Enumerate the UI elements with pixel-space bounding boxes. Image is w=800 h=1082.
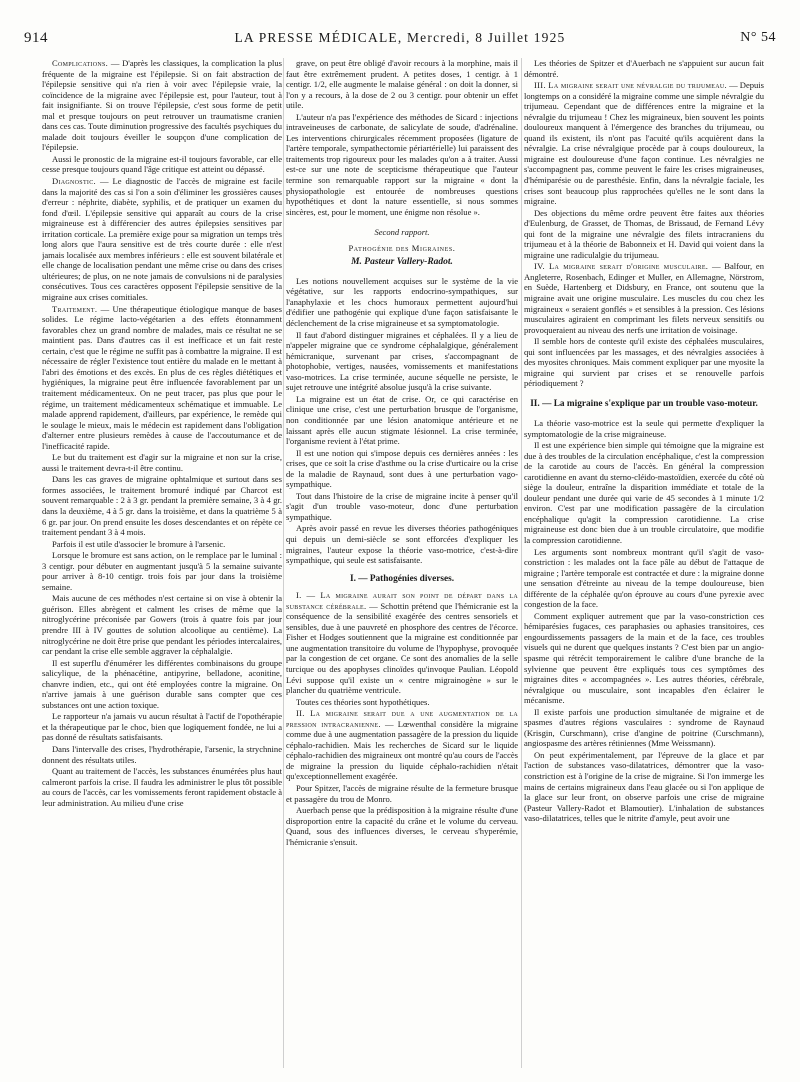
- paragraph: Après avoir passé en revue les diverses théories pathogéniques qui depuis un demi-siècle se sont efforcées d'expliquer les migraines, l'auteur expose la théorie vaso-motrice, c'est-à-dire sympathique, qui seule est satisfaisante.: [286, 523, 518, 566]
- text-column-1: [42, 58, 282, 1070]
- column-divider: [283, 58, 284, 1068]
- report-label: Second rapport.: [374, 227, 430, 238]
- paragraph: [286, 708, 518, 782]
- paragraph: Auerbach pense que la prédisposition à la migraine résulte d'une disproportion entre la capacité du crâne et le volume du cerveau. Quand, sous des influences diverses, le cerveau s'hyperémie, l'hémicranie s'ensuit.: [286, 805, 518, 847]
- paragraph: Dans les cas graves de migraine ophtalmique et surtout dans ses formes associées, le traitement bromuré indiqué par Charcot est souvent remarquable : 2 à 3 gr. pendant la première semaine, 3 à 4 gr. dans la deuxième, 4 à 5 gr. dans la troisième, et dans la quatrième 5 à 6 gr. par jour. On prend ensuite les doses descendantes et on répète ce traitement pendant 3 à 4 mois.: [42, 474, 282, 538]
- text-column-2: [286, 58, 518, 1070]
- paragraph: [524, 261, 764, 335]
- paragraph: Mais aucune de ces méthodes n'est certaine si on vise à obtenir la guérison. Elles abrègent et calment les crises de même que la nitroglycérine préconisée par Gowers (trois à quatre fois par jour prendre III à IV gouttes de solution alcoolique au centième). La nitroglycérine ne doit être prise que pendant les périodes intercalaires, car pendant la crise elle semble aggraver la céphalalgie.: [42, 593, 282, 657]
- paragraph: [286, 590, 518, 695]
- paragraph: La migraine est un état de crise. Or, ce qui caractérise en clinique une crise, c'est une perturbation brusque de l'organisme, non conditionnée par une lésion anatomique antérieure et ne laissant après elle aucun stigmate lésionnel. La crise terminée, l'organisme revient à l'état prime.: [286, 393, 518, 447]
- paragraph-text: — Schottin prétend que l'hémicranie est la conséquence de la sensibilité exagérée des centres sensoriels et sensibles, due à une pauvreté en phosphore des centres de l'écorce. Fisher et Hodges soutiennent que la migraine est conditionnée par une augmentation transitoire du volume de l'hypophyse, provoquée par la congestion de cet organe. Ce sont des anomalies de la selle turcique ou des apophyses clinoïdes qu'invoque Paulian. Léopold Lévi suppose qu'il existe un « centre migrainogène » sur le plancher du quatrième ventricule.: [286, 600, 518, 696]
- paragraph: [42, 304, 282, 452]
- paragraph: La théorie vaso-motrice est la seule qui permette d'expliquer la symptomatologie de la crise migraineuse.: [524, 417, 764, 439]
- column-divider: [521, 58, 522, 1068]
- paragraph: grave, on peut être obligé d'avoir recours à la morphine, mais il faut être extrêmement prudent. A petites doses, 1 centigr. à 1 centigr. 1/2, elle augmente le malaise général : on doit la donner, si l'on y a recours, à la dose de 2 ou 3 centigr. pour obtenir un effet utile.: [286, 58, 518, 111]
- paragraph: [42, 176, 282, 303]
- run-in-heading: II. La migraine serait due a une augmentation de la pression intracranienne.: [286, 708, 518, 729]
- run-in-heading: Traitement.: [52, 303, 98, 314]
- paragraph: Quant au traitement de l'accès, les substances énumérées plus haut calmeront parfois la crise. Il faudra les administrer le plus tôt possible au cours de l'accès, car les vomissements feront rapidement obstacle à leur administration. Au milieu d'une crise: [42, 766, 282, 808]
- paragraph: Les notions nouvellement acquises sur le système de la vie végétative, sur les rapports endocrino-sympathiques, sur l'anaphylaxie et les chocs humoraux permettent aujourd'hui d'édifier une pathogénie qui explique d'une façon satisfaisante le déclenchement de la crise migraineuse et sa symptomatologie.: [286, 275, 518, 329]
- report-author: M. Pasteur Vallery-Radot.: [351, 257, 453, 268]
- paragraph: Dans l'intervalle des crises, l'hydrothérapie, l'arsenic, la strychnine donnent des résultats utiles.: [42, 744, 282, 765]
- page-number: 914: [24, 30, 48, 46]
- paragraph: Toutes ces théories sont hypothétiques.: [296, 696, 430, 707]
- paragraph: Comment expliquer autrement que par la vaso-constriction ces hémiparésies fugaces, ces paraphasies ou aphasies transitoires, ces engourdissements passagers de la main et de la face, ces troubles visuels qui ne durent que quelques instants ? C'est bien par un angio-spasme qui rétrécit temporairement le calibre d'une branche de la sylvienne que peuvent être expliqués tous ces symptômes des migraines dites « accompagnées ». Les autres théories, cérébrale, névralgique ou musculaire, sont incapables d'en éclairer le mécanisme.: [524, 610, 764, 706]
- report-title: Pathogénie des Migraines.: [348, 242, 456, 253]
- section-heading: II. — La migraine s'explique par un trouble vaso-moteur.: [530, 398, 758, 409]
- paragraph: Il est une expérience bien simple qui témoigne que la migraine est due à des troubles de la circulation encéphalique, c'est la compression de la carotide au cours de l'accès. En général la compression carotidienne en avant du sterno-cléido-mastoïdien, exercée du côté où siège la douleur, entraîne la disparition immédiate et totale de la douleur pendant une durée qui varie de 45 secondes à 1 minute 1/2 environ. C'est par une modification passagère de la circulation encéphalique qu'agit la compression carotidienne. La crise migraineuse est donc bien due à un trouble circulatoire, que modifie la compression carotidienne.: [524, 440, 764, 545]
- paragraph-text: — Lœwenthal considère la migraine comme due à une augmentation passagère de la pression du liquide céphalo-rachidien. Mais les recherches de Sicard sur le liquide céphalo-rachidien des migraineux ont montré qu'au cours de l'accès de migraine la pression du liquide céphalo-rachidien n'était qu'exceptionnellement exagérée.: [286, 718, 518, 782]
- paragraph: Tout dans l'histoire de la crise de migraine incite à penser qu'il s'agit d'un trouble vaso-moteur, donc d'une perturbation sympathique.: [286, 490, 518, 522]
- paragraph: Aussi le pronostic de la migraine est-il toujours favorable, car elle cesse presque toujours quand l'âge critique est atteint ou dépassé.: [42, 153, 282, 175]
- paragraph: [524, 80, 764, 207]
- paragraph-text: — D'après les classiques, la complication la plus fréquente de la migraine est l'épilepsie. Si on fait abstraction de l'épilepsie sensitive qui n'a rien à voir avec l'épilepsie vraie, la coïncidence de la migraine avec l'épilepsie est, pour l'auteur, tout à fait insignifiante. Si on trouve l'épilepsie, c'est sous forme de petit mal et presque toujours on peut retrouver un traumatisme cranien dans ces cas. Toute diminution progressive des facultés psychiques du malade doit toujours éveiller le soupçon d'une complication de l'épilepsie.: [42, 58, 282, 153]
- paragraph: Il est une notion qui s'impose depuis ces dernières années : les crises, que ce soit la crise d'asthme ou la crise d'urticaire ou la crise de la maladie de Raynaud, sont dues à une perturbation vago-sympathique.: [286, 447, 518, 490]
- text-column-3: [524, 58, 764, 1070]
- paragraph: Le but du traitement est d'agir sur la migraine et non sur la crise, aussi le traitement devra-t-il être continu.: [42, 452, 282, 473]
- paragraph: Pour Spitzer, l'accès de migraine résulte de la fermeture brusque et passagère du trou de Monro.: [286, 783, 518, 804]
- run-in-heading: Complications.: [52, 58, 109, 68]
- paragraph: Il faut d'abord distinguer migraines et céphalées. Il y a lieu de n'appeler migraine que ce syndrome céphalalgique, généralement hémicranique, survenant par crises, s'accompagnant de photophobie, vertiges, nausées, vomissements et manifestations vaso-motrices. La crise terminée, aucune séquelle ne persiste, le sujet retrouve une intégrité absolue jusqu'à la crise suivante.: [286, 329, 518, 393]
- paragraph: [42, 58, 282, 153]
- paragraph: Il semble hors de conteste qu'il existe des céphalées musculaires, qui sont influencées par les massages, et des névralgies associées à des myosites chroniques. Mais comment expliquer par une myosite la migraine qui survient par crises et se renouvelle parfois périodiquement ?: [524, 336, 764, 389]
- journal-title: LA PRESSE MÉDICALE, Mercredi, 8 Juillet 1925: [234, 30, 566, 45]
- section-heading: I. — Pathogénies diverses.: [349, 573, 455, 584]
- paragraph-text: — Depuis longtemps on a considéré la migraine comme une simple névralgie du trijumeau. Cependant que de différences entre la migraine et la névralgie du trijumeau ! Chez les migraineux, bien souvent les points douloureux manquent à l'émergence des branches du trijumeau, ou quand ils existent, ils n'ont pas l'acuité qu'ils acquièrent dans la névralgie. La crise névralgique procède par à coups douloureux, la migraine est douloureuse d'une façon continue. Les névralgies ne s'accompagnent pas, comme peuvent le faire les crises migraineuses, d'hémiparésie ou de paresthésie. Enfin, dans la névralgie faciale, les crises sont beaucoup plus rapprochées qu'elles ne le sont dans la migraine.: [524, 80, 764, 207]
- paragraph-text: — Balfour, en Angleterre, Rosenbach, Edinger et Muller, en Allemagne, Nörstrom, en Suède, Hartenberg et Didsbury, en France, ont soutenu que la migraine avait une origine musculaire. Les muscles du cou chez les migraineux « seraient gonflés » et sensibles à la pression. Ces lésions musculaires agiraient en comprimant les filets nerveux sensitifs ou provoqueraient au niveau des nerfs une irritation de voisinage.: [524, 261, 764, 335]
- paragraph: On peut expérimentalement, par l'épreuve de la glace et par l'action de substances vaso-dilatatrices, démontrer que la vaso-constriction est à l'origine de la crise de migraine. Si l'on immerge les mains de certains migraineux dans l'eau glacée ou si l'on applique de la glace sur leur front, on observe parfois une crise de migraine (Pasteur Vallery-Radot et Blamoutier). L'inhalation de substances vaso-dilatatrices, telles que le nitrite d'amyle, peut avoir une: [524, 749, 764, 824]
- paragraph: Lorsque le bromure est sans action, on le remplace par le luminal : 3 centigr. pour débuter en augmentant jusqu'à 5 la semaine suivante pour arriver à 8-10 centigr. trois fois par jour dans la troisième semaine.: [42, 550, 282, 592]
- paragraph: Le rapporteur n'a jamais vu aucun résultat à l'actif de l'opothérapie et la thérapeutique par le choc, bien que logiquement fondée, ne lui a pas donné de résultats satisfaisants.: [42, 711, 282, 743]
- paragraph: Les arguments sont nombreux montrant qu'il s'agit de vaso-constriction : les malades ont la face pâle au début de l'attaque de migraine ; l'artère temporale est contractée et dure : la migraine donne une sensation d'étreinte au niveau de la tempe douloureuse, bien différente de la céphalée qu'on éprouve au cours d'une pyrexie avec congestion de la face.: [524, 546, 764, 610]
- run-in-heading: IV. La migraine serait d'origine musculaire.: [534, 261, 709, 272]
- paragraph: Il existe parfois une production simultanée de migraine et de spasmes d'autres régions vasculaires : syndrome de Raynaud (Krisgin, Curschmann), crise d'angine de poitrine (Curschmann), angiospasme des artères rétiniennes (Mme Weissmann).: [524, 706, 764, 749]
- paragraph: Des objections du même ordre peuvent être faites aux théories d'Eulenburg, de Grasset, de Thomas, de Brissaud, de Fernand Lévy qui font de la migraine une névralgie des filets intracraniens du trijumeau et à la théorie de Babonneix et H. David qui voient dans la migraine une radiculalgie du trijumeau.: [524, 207, 764, 260]
- run-in-heading: III. La migraine serait une névralgie du trijumeau.: [534, 80, 727, 91]
- run-in-heading: I. — La migraine aurait son point de départ dans la substance cérébrale.: [286, 590, 518, 611]
- paragraph-text: — Le diagnostic de l'accès de migraine est facile dans la majorité des cas si l'on a soin d'éliminer les grossières causes d'erreur : néphrite, diabète, syphilis, et de pratiquer un examen du fond d'œil. L'épilepsie sensitive qui apparaît au cours de la crise migraineuse est à différencier des autres épilepsies sensitives par irritation corticale. La première exige pour sa migration un temps très long alors que l'aura sensitive est de très courte durée : elle n'est jamais localisée aux membres inférieurs : elle est souvent bilatérale et elle change de localisation pendant une même crise ou dans des crises ultérieures; de plus, on ne note jamais de convulsions ni de paralysies consécutives. Tous ces caractères opposent l'épilepsie sensitive de la migraine aux crises comitiales.: [42, 176, 282, 303]
- issue-number: N° 54: [740, 30, 776, 45]
- paragraph: Il est superflu d'énumérer les différentes combinaisons du groupe salicylique, de la phénacétine, antipyrine, belladone, aconitine, chanvre indien, etc., qui ont été employées contre la migraine. On n'arrive jamais à une guérison durable sans compter que ces substances ont une action toxique.: [42, 657, 282, 710]
- paragraph: L'auteur n'a pas l'expérience des méthodes de Sicard : injections intraveineuses de carbonate, de salicylate de soude, d'adrénaline. Les interventions chirurgicales récemment proposées (ligature de l'artère temporale, sympathectomie périartérielle) lui paraissent des traitements trop rigoureux pour les malades qu'on a à traiter. Aussi est-ce sur une note de scepticisme thérapeutique que l'auteur termine son remarquable rapport sur la migraine « dont la physiopathologie est entourée de nombreuses questions hypothétiques et dont la nature essentielle, si nous sommes sincères, est, pour le moment, une énigme non résolue ».: [286, 111, 518, 217]
- run-in-heading: Diagnostic.: [52, 176, 96, 187]
- paragraph: Les théories de Spitzer et d'Auerbach ne s'appuient sur aucun fait démontré.: [524, 58, 764, 79]
- paragraph-text: — Une thérapeutique étiologique manque de bases solides. Le régime lacto-végétarien a des effets étonnamment favorables chez un grand nombre de malades, mais ce résultat ne se maintient pas. Dans d'autres cas il est inefficace et un fait reste certain, c'est que le régime ne suffit pas à combattre la migraine. Il est nécessaire de régler l'existence tout entière du malade en le mettant à l'abri des émotions et des excès. En plus de ces règles diététiques et hygiéniques, la migraine peut être influencée favorablement par un traitement médicamenteux. On ne peut tracer, pas plus que pour le régime, un traitement médicamenteux schématique et immuable. Le malade apprend rapidement, d'ailleurs, par expérience, le remède qui le soulage le mieux, mais le médecin est rapidement dans l'obligation d'alterner entre plusieurs remèdes à cause de l'accoutumance et de l'inefficacité rapide.: [42, 303, 282, 451]
- page-header: [24, 30, 776, 52]
- paragraph: Parfois il est utile d'associer le bromure à l'arsenic.: [52, 538, 226, 549]
